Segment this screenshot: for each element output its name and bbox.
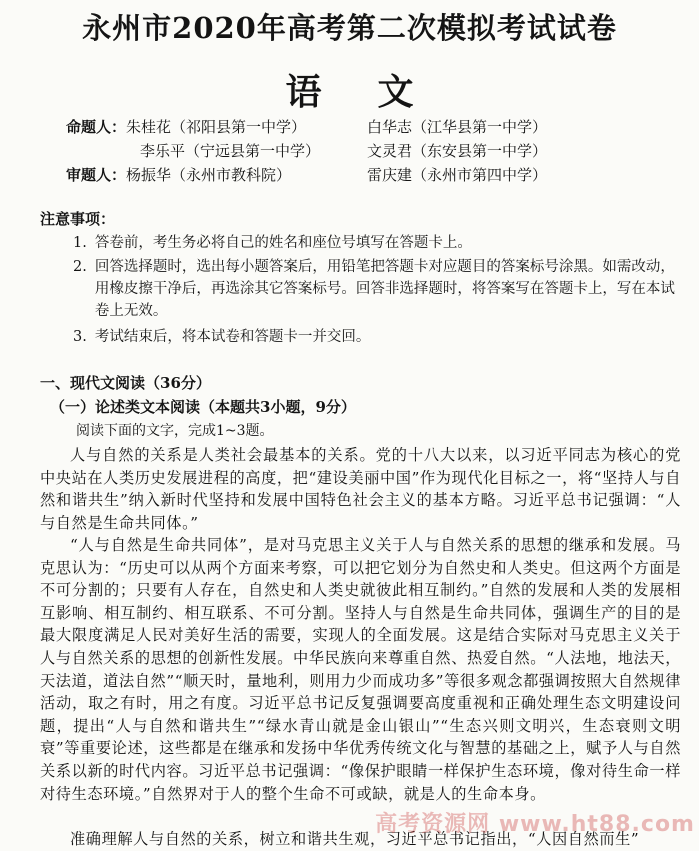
note-item	[73, 326, 681, 348]
note-number: 2.	[73, 259, 87, 275]
watermark-logo: 高考资源网 www.ht88.com	[375, 812, 695, 837]
subject-title: 语文	[285, 71, 470, 113]
proposer-line-1	[66, 116, 306, 137]
note-number: 3.	[73, 329, 87, 345]
exam-title: 永州市2020年高考第二次模拟考试试卷	[82, 11, 617, 45]
author-name: 朱桂花（祁阳县第一中学）	[126, 118, 307, 136]
section-title: 一、现代文阅读（36分）	[40, 374, 211, 392]
note-text: 回答选择题时，选出每小题答案后，用铅笔把答题卡对应题目的答案标号涂黑。如需改动，用橡皮擦干净后，再选涂其它答案标号。回答非选择题时，将答案写在答题卡上，写在本试卷上无效。	[94, 259, 675, 319]
note-item	[73, 256, 681, 322]
passage-paragraph: 人与自然的关系是人类社会最基本的关系。党的十八大以来，以习近平同志为核心的党中央站在人类历史发展进程的高度，把“建设美丽中国”作为现代化目标之一，将“坚持人与自然和谐共生”纳入新时代坚持和发展中国特色社会主义的基本方略。习近平总书记强调：“人与自然是生命共同体。”	[40, 446, 681, 532]
section-subtitle: （一）论述类文本阅读（本题共3小题，9分）	[50, 398, 356, 416]
reviewer-line	[66, 164, 291, 185]
author-name: 文灵君（东安县第一中学）	[367, 142, 548, 160]
author-name: 雷庆建（永州市第四中学）	[367, 166, 548, 184]
note-text: 考试结束后，将本试卷和答题卡一并交回。	[94, 329, 371, 345]
author-name: 杨振华（永州市教科院）	[126, 166, 292, 184]
section-instruction: 阅读下面的文字，完成1~3题。	[76, 423, 274, 439]
note-text: 答卷前，考生务必将自己的姓名和座位号填写在答题卡上。	[94, 235, 472, 251]
author-name: 白华志（江华县第一中学）	[367, 118, 548, 136]
passage-paragraph: 准确理解人与自然的关系，树立和谐共生观，习近平总书记指出，“人因自然而生”	[70, 830, 640, 848]
passage-paragraph: “人与自然是生命共同体”，是对马克思主义关于人与自然关系的思想的继承和发展。马克思认为：“历史可以从两个方面来考察，可以把它划分为自然史和人类史。但这两个方面是不可分割的；只要有人存在，自然史和人类史就彼此相互制约。”自然的发展和人类的发展相互影响、相互制约、相互联系、不可分割。坚持人与自然是生命共同体，强调生产的目的是最大限度满足人民对美好生活的需要，实现人的全面发展。这是结合实际对马克思主义关于人与自然关系的思想的创新性发展。中华民族向来尊重自然、热爱自然。“人法地，地法天，天法道，道法自然”“顺天时，量地利，则用力少而成功多”等很多观念都强调按照大自然规律活动，取之有时，用之有度。习近平总书记反复强调要高度重视和正确处理生态文明建设问题，提出“人与自然和谐共生”“绿水青山就是金山银山”“生态兴则文明兴，生态衰则文明衰”等重要论述，这些都是在继承和发扬中华优秀传统文化与智慧的基础之上，赋予人与自然关系以新的时代内容。习近平总书记强调：“像保护眼睛一样保护生态环境，像对待生命一样对待生态环境。”自然界对于人的整个生命不可或缺，就是人的生命本身。	[40, 536, 681, 803]
role-review-label: 审题人：	[66, 166, 127, 184]
note-item	[73, 232, 681, 254]
author-name: 李乐平（宁远县第一中学）	[140, 142, 321, 160]
note-number: 1.	[73, 235, 87, 251]
role-propose-label: 命题人：	[66, 118, 127, 136]
notes-title: 注意事项：	[40, 210, 116, 228]
